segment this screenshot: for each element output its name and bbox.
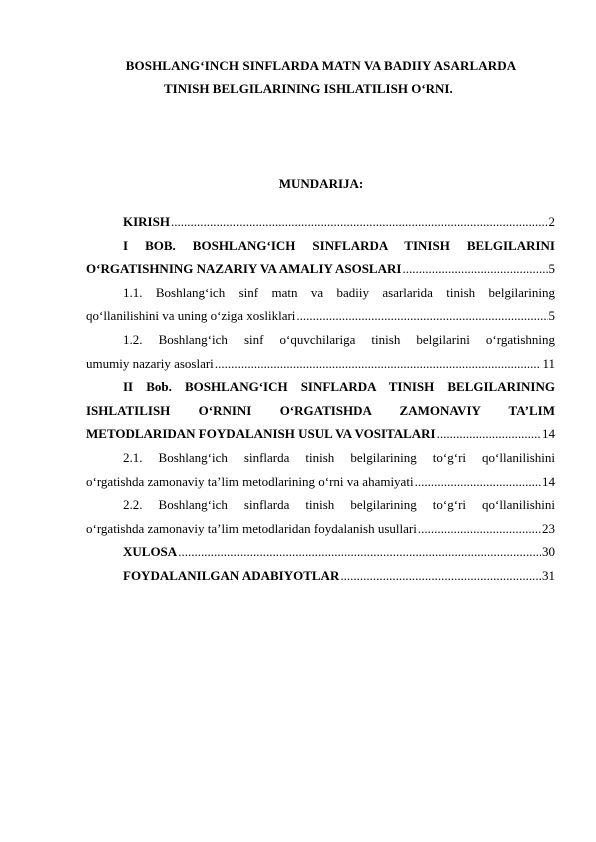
toc-page-number: 30: [542, 544, 555, 560]
toc-entry-text-line: qo‘llanilishini va uning o‘ziga xosliklari: [86, 308, 296, 324]
toc-entry-text-line: o‘rgatishda zamonaviy ta’lim metodlarining o‘rni va ahamiyati: [86, 473, 414, 489]
dot-leader: [402, 257, 547, 281]
toc-entry-kirish[interactable]: [86, 210, 555, 234]
toc-entry-label: XULOSA: [123, 544, 178, 560]
dot-leader: [296, 304, 547, 328]
toc-entry-text-line: 1.2. Boshlang‘ich sinf o‘quvchilariga tinish belgilarini o‘rgatishning: [123, 331, 555, 347]
toc-page-number: 31: [542, 567, 555, 583]
dot-leader: [178, 540, 541, 564]
table-of-contents: [86, 210, 555, 588]
toc-entry-label: KIRISH: [123, 214, 170, 229]
toc-entry-text-line: 2.2. Boshlang‘ich sinflarda tinish belgilarining to‘g‘ri qo‘llanilishini: [123, 497, 555, 513]
toc-page-number: 14: [542, 426, 555, 442]
toc-entry-label: FOYDALANILGAN ADABIYOTLAR: [123, 567, 340, 583]
document-title-line-2: TINISH BELGILARINING ISHLATILISH O‘RNI.: [164, 81, 453, 96]
toc-entry-text-line: II Bob. BOSHLANG‘ICH SINFLARDA TINISH BELGILARINING: [123, 379, 555, 395]
document-title-line-1: BOSHLANG‘INCH SINFLARDA MATN VA BADIIY ASARLARDA: [125, 58, 517, 73]
toc-entry-text-line: ISHLATILISH O‘RNINI O‘RGATISHDA ZAMONAVIY TA’LIM: [86, 402, 555, 418]
toc-page-number: 11: [542, 355, 555, 371]
dot-leader: [215, 352, 542, 376]
toc-heading: MUNDARIJA:: [278, 176, 364, 191]
toc-page-number: 5: [548, 308, 555, 324]
toc-entry-xulosa[interactable]: [86, 540, 555, 564]
toc-entry-text-line: umumiy nazariy asoslari: [86, 355, 214, 371]
dot-leader: [418, 517, 541, 541]
dot-leader: [415, 470, 541, 494]
dot-leader: [437, 422, 541, 446]
toc-entry-text-line: METODLARIDAN FOYDALANISH USUL VA VOSITALARI: [86, 426, 436, 442]
toc-entry-adabiyotlar[interactable]: [86, 564, 555, 588]
toc-entry-text-line: O‘RGATISHNING NAZARIY VA AMALIY ASOSLARI: [86, 261, 402, 277]
toc-entry-section-1-1[interactable]: [86, 281, 555, 328]
toc-entry-text-line: I BOB. BOSHLANG‘ICH SINFLARDA TINISH BELGILARINI: [123, 237, 555, 253]
toc-page-number: 23: [542, 520, 555, 536]
toc-entry-chapter-2[interactable]: [86, 375, 555, 446]
toc-entry-chapter-1[interactable]: [86, 234, 555, 281]
toc-entry-section-1-2[interactable]: [86, 328, 555, 375]
toc-entry-section-2-2[interactable]: [86, 493, 555, 540]
toc-entry-text-line: 1.1. Boshlang‘ich sinf matn va badiiy asarlarida tinish belgilarining: [123, 284, 555, 300]
toc-entry-section-2-1[interactable]: [86, 446, 555, 493]
dot-leader: [340, 564, 541, 588]
toc-entry-text-line: 2.1. Boshlang‘ich sinflarda tinish belgilarining to‘g‘ri qo‘llanilishini: [123, 449, 555, 465]
toc-page-number: 5: [548, 261, 555, 277]
toc-entry-text-line: o‘rgatishda zamonaviy ta’lim metodlaridan foydalanish usullari: [86, 520, 417, 536]
toc-page-number: 14: [542, 473, 555, 489]
dot-leader: [171, 210, 548, 234]
toc-page-number: 2: [548, 214, 555, 229]
